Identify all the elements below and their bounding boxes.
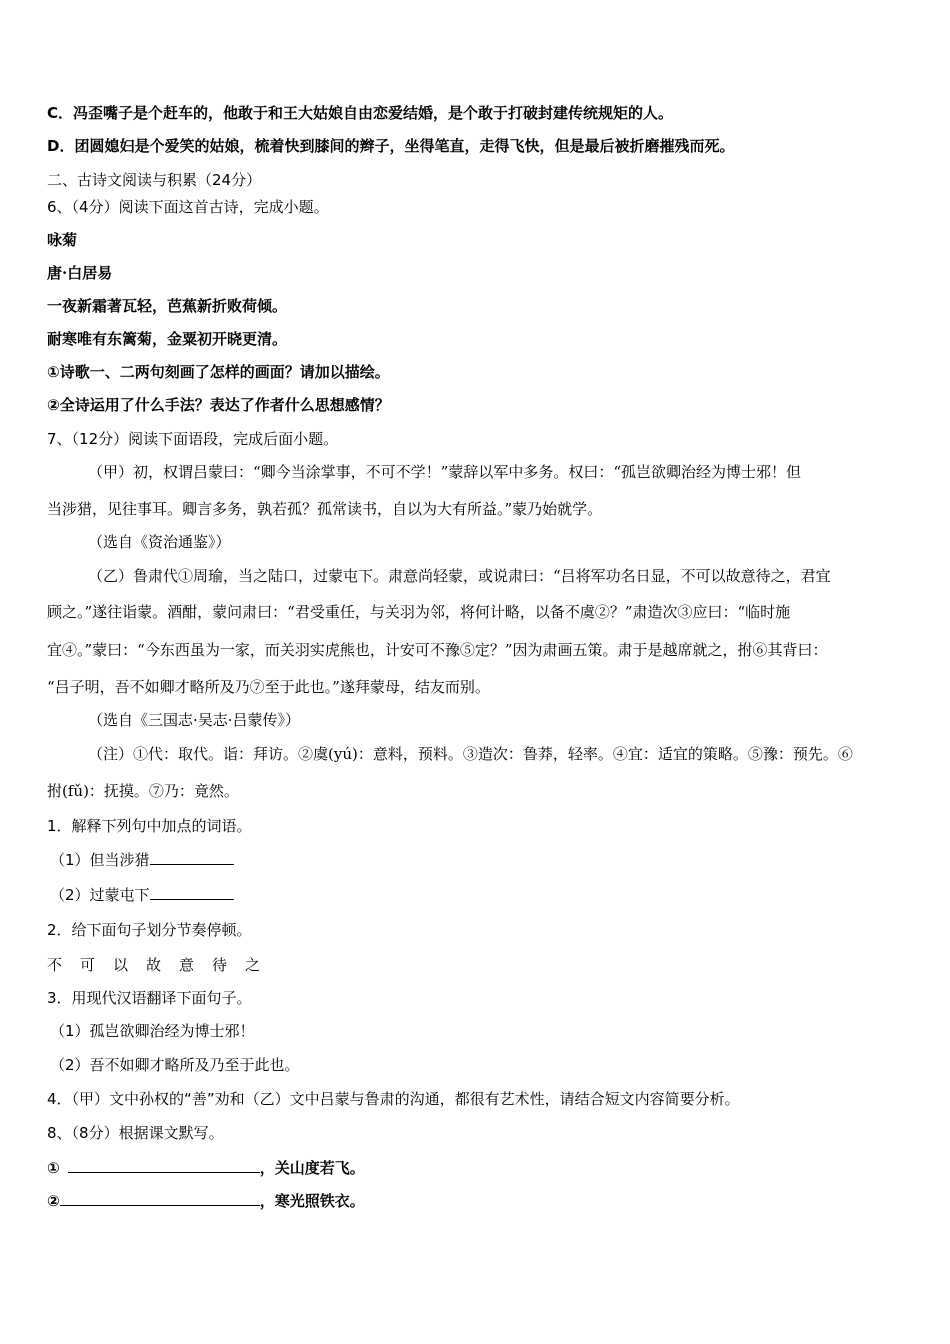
passage-yi-line-3: 宜④。”蒙曰：“今东西虽为一家，而关羽实虎熊也，计安可不豫⑤定？”因为肃画五策。肃于是越席就之，拊⑥其背曰： (47, 641, 828, 659)
poem-line-2: 耐寒唯有东篱菊，金粟初开晓更清。 (47, 330, 288, 348)
poem-title: 咏菊 (47, 231, 78, 249)
question-7-3-b: （2）吾不如卿才略所及乃至于此也。 (50, 1056, 300, 1074)
question-8-prompt (47, 1123, 224, 1143)
notes-line-2: 拊(fǔ)：抚摸。⑦乃：竟然。 (47, 782, 239, 800)
question-7-1-a (50, 849, 234, 870)
option-d: D．团圆媳妇是个爱笑的姑娘，梳着快到膝间的辫子，坐得笔直，走得飞快，但是最后被折磨摧残而死。 (47, 137, 735, 155)
section-title: 二、古诗文阅读与积累（24分） (47, 171, 262, 189)
question-6-sub-2: ②全诗运用了什么手法？表达了作者什么思想感情？ (47, 396, 390, 414)
poem-author: 唐·白居易 (47, 264, 113, 282)
passage-yi-line-2: 顾之。”遂往诣蒙。酒酣，蒙问肃曰：“君受重任，与关羽为邻，将何计略，以备不虞②？”肃造次③应曰：“临时施 (47, 603, 791, 621)
poem-line-1: 一夜新霜著瓦轻，芭蕉新折败荷倾。 (47, 297, 288, 315)
recitation-item-1-text: ，关山度若飞。 (259, 1159, 365, 1177)
question-7-1-b (50, 884, 234, 905)
question-7-1: 1．解释下列句中加点的词语。 (47, 817, 252, 835)
recitation-blank-2[interactable] (60, 1190, 260, 1206)
question-8-prompt-text: 8、（8分）根据课文默写。 (47, 1124, 224, 1142)
question-7-4: 4．（甲）文中孙权的“善”劝和（乙）文中吕蒙与鲁肃的沟通，都很有艺术性，请结合短文内容简要分析。 (47, 1090, 740, 1108)
question-7-1-a-text: （1）但当涉猎 (50, 851, 150, 869)
passage-jia-line-1: （甲）初，权谓吕蒙曰：“卿今当涂掌事，不可不学！”蒙辞以军中多务。权曰：“孤岂欲卿治经为博士邪！但 (88, 463, 802, 481)
passage-yi-source: （选自《三国志·吴志·吕蒙传》） (88, 711, 301, 729)
recitation-item-2-text: ，寒光照铁衣。 (259, 1192, 365, 1210)
passage-jia-source: （选自《资治通鉴》） (88, 533, 231, 551)
question-7-prompt: 7、（12分）阅读下面语段，完成后面小题。 (47, 430, 339, 448)
recitation-item-2-number: ② (47, 1192, 60, 1210)
question-7-2: 2．给下面句子划分节奏停顿。 (47, 921, 252, 939)
answer-blank[interactable] (150, 884, 234, 900)
passage-yi-line-1: （乙）鲁肃代①周瑜，当之陆口，过蒙屯下。肃意尚轻蒙，或说肃曰：“吕将军功名日显，不可以故意待之，君宜 (88, 567, 831, 585)
passage-jia-line-2: 当涉猎，见往事耳。卿言多务，孰若孤？孤常读书，自以为大有所益。”蒙乃始就学。 (47, 500, 603, 518)
recitation-item-1-number: ① (47, 1159, 60, 1177)
question-7-3-a: （1）孤岂欲卿治经为博士邪！ (50, 1022, 255, 1040)
question-6-prompt: 6、（4分）阅读下面这首古诗，完成小题。 (47, 198, 329, 216)
question-6-sub-1: ①诗歌一、二两句刻画了怎样的画面？请加以描绘。 (47, 363, 390, 381)
recitation-blank-1[interactable] (68, 1157, 260, 1173)
rhythm-sentence: 不可以故意待之 (47, 956, 279, 974)
passage-yi-line-4: “吕子明，吾不如卿才略所及乃⑦至于此也。”遂拜蒙母，结友而别。 (47, 678, 490, 696)
answer-blank[interactable] (150, 849, 234, 865)
recitation-item-1 (47, 1157, 365, 1178)
question-7-3: 3．用现代汉语翻译下面句子。 (47, 989, 252, 1007)
question-7-1-b-text: （2）过蒙屯下 (50, 886, 150, 904)
option-c: C．冯歪嘴子是个赶车的，他敢于和王大姑娘自由恋爱结婚，是个敢于打破封建传统规矩的人。 (47, 104, 674, 122)
notes-line-1: （注）①代：取代。诣：拜访。②虞(yú)：意料，预料。③造次：鲁莽，轻率。④宜：适宜的策略。⑤豫：预先。⑥ (88, 745, 853, 763)
recitation-item-2 (47, 1190, 365, 1211)
